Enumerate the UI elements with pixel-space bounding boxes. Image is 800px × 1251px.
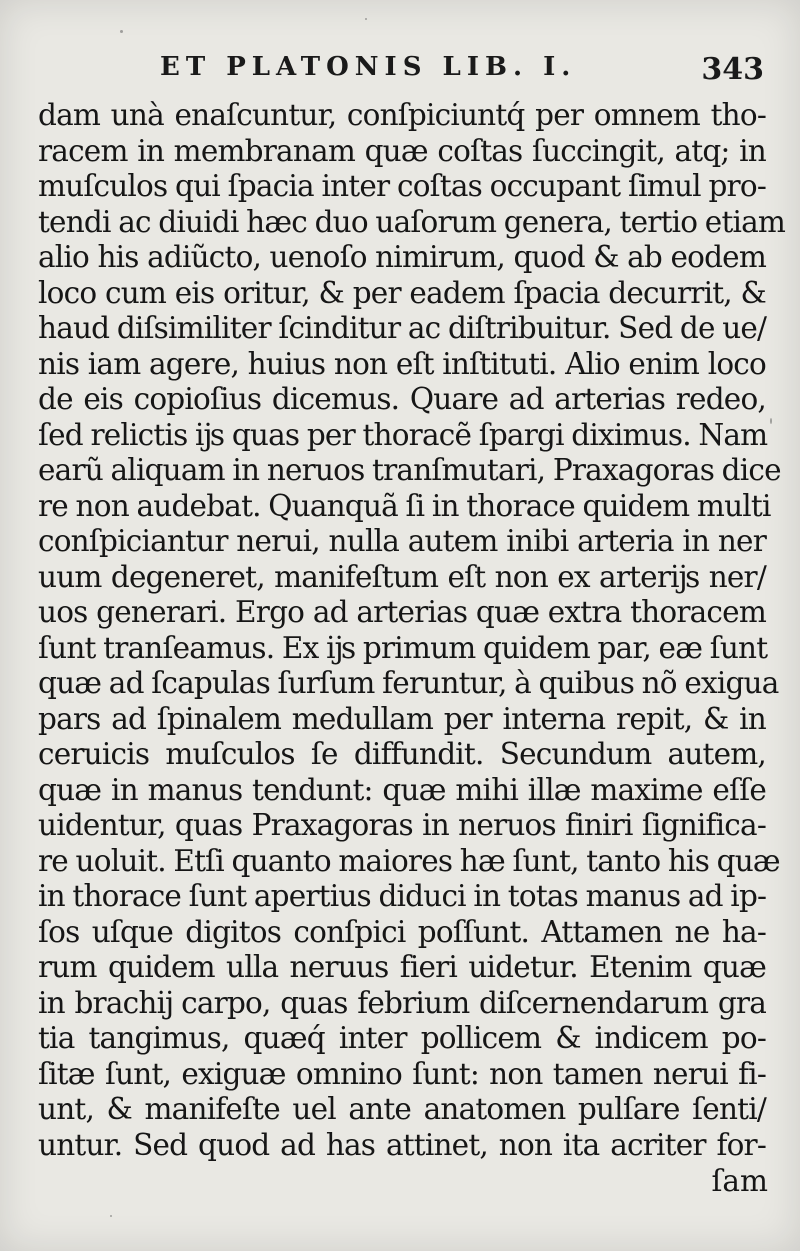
text-line: in thorace ſunt apertius diduci in totas manus ad ip- [38,879,767,913]
text-line: uos generari. Ergo ad arterias quæ extra thoracem [38,595,766,629]
text-line: tia tangimus, quæq́ inter pollicem & indicem po- [38,1021,766,1055]
text-line: re non audebat. Quanquã ſi in thorace quidem multi [38,488,771,523]
catchword: ſam [711,1164,768,1198]
running-title: ET PLATONIS LIB. I. [160,52,577,82]
text-line: uum degeneret, manifeſtum eſt non ex arterĳs ner/ [38,559,766,594]
body-text [38,98,786,1163]
text-line: ſunt tranſeamus. Ex ĳs primum quidem par, eæ ſunt [38,630,768,665]
print-speck [365,18,367,20]
text-line: dam unà enaſcuntur, conſpiciuntq́ per omnem tho- [38,98,766,132]
text-line: quæ ad ſcapulas ſurſum feruntur, à quibus nõ exigua [38,666,779,700]
running-head [40,52,770,92]
text-line: ſed relictis ĳs quas per thoracẽ ſpargi diximus. Nam [38,417,768,452]
text-line: in brachĳ carpo, quas febrium diſcernendarum gra [38,985,766,1020]
text-line: quæ in manus tendunt: quæ mihi illæ maxime eſſe [38,772,766,807]
text-line: unt, & manifeſte uel ante anatomen pulſare ſenti/ [38,1092,766,1126]
text-line: rum quidem ulla neruus fieri uidetur. Etenim quæ [38,950,766,984]
text-line: re uoluit. Etſi quanto maiores hæ ſunt, tanto his quæ [38,843,780,878]
text-line: racem in membranam quæ coſtas ſuccingit, atq; in [38,133,766,168]
print-speck [120,30,123,33]
print-speck [770,418,772,424]
text-line: uidentur, quas Praxagoras in neruos finiri ſignifica- [38,808,766,842]
text-line: ſos uſque digitos conſpici poſſunt. Attamen ne ha- [38,914,766,949]
page-number: 343 [701,52,764,87]
text-line: ceruicis muſculos ſe diffundit. Secundum autem, [38,737,766,771]
text-line: nis iam agere, huius non eſt inſtituti. Alio enim loco [38,346,766,381]
text-line: conſpiciantur nerui, nulla autem inibi arteria in ner [38,524,766,558]
text-line: alio his adiũcto, uenoſo nimirum, quod & ab eodem [38,240,766,274]
text-line: haud diſsimiliter ſcinditur ac diſtribuitur. Sed de ue/ [38,311,767,345]
text-line: muſculos qui ſpacia inter coſtas occupant ſimul pro- [38,169,766,203]
text-line: ſitæ ſunt, exiguæ omnino ſunt: non tamen nerui fi- [38,1056,766,1091]
text-line: loco cum eis oritur, & per eadem ſpacia decurrit, & [38,275,766,310]
text-line: earũ aliquam in neruos tranſmutari, Praxagoras dice [38,453,781,487]
text-line: untur. Sed quod ad has attinet, non ita acriter for- [38,1127,766,1162]
text-line: pars ad ſpinalem medullam per interna repit, & in [38,701,766,736]
text-line: de eis copioſius dicemus. Quare ad arterias redeo, [38,382,766,416]
text-line: tendi ac diuidi hæc duo uaſorum genera, tertio etiam [38,204,786,239]
print-speck [110,1215,112,1217]
